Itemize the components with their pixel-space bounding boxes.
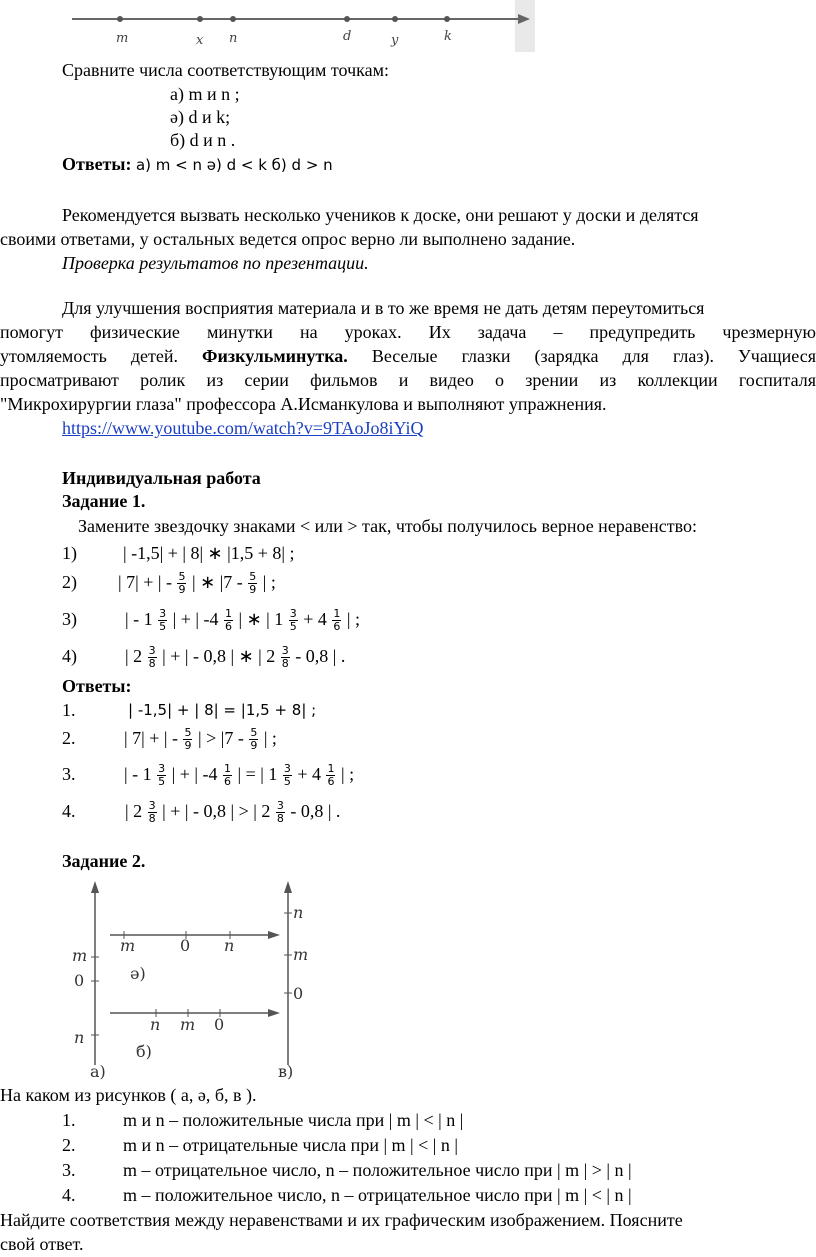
task1-row-1 [62,543,77,564]
fraction: $\frac{1}{6}$ [223,762,231,789]
label-m: m [116,31,129,46]
task2-item-3-number: 3. [62,1160,76,1180]
diag-label: m [293,945,309,964]
task1-answer-2-number: 2. [62,728,76,748]
task1-row-2-number: 2) [62,572,77,592]
fraction: $\frac{3}{5}$ [289,607,297,634]
fraction: $\frac{3}{8}$ [148,799,156,826]
task2-final-line-2: свой ответ. [0,1234,84,1254]
expr-part: | - 1 [124,764,152,784]
task2-title: Задание 2. [62,851,146,871]
compare-item-b: б) d и n . [170,130,236,150]
diag-label: m [72,946,88,965]
axis-a-arrow [91,881,99,893]
task2-item-1-number: 1. [62,1110,76,1130]
expr-part: | 2 [125,801,143,821]
task1-row-3-expr [125,599,360,639]
phys-line-2: помогут физические минутки на уроках. Их задача – предупредить чрезмерную [0,322,816,342]
expr-part: | 7| + | - [118,572,172,592]
number-line-figure [60,0,535,55]
diag-label: n [224,936,235,955]
phys-line-3a: утомляемость детей. [0,346,178,366]
task1-answer-4-number: 4. [62,801,76,821]
expr-part: | 2 [125,646,143,666]
expr-part: | ∗ |7 - [191,572,243,592]
point-x [197,16,203,22]
diag-label: б) [136,1042,152,1061]
fraction: $\frac{1}{6}$ [224,607,232,634]
diag-label: m [120,936,136,955]
expr-part: | - 1 [125,609,153,629]
expr-part: + 4 [303,609,327,629]
expr-part: + 4 [297,764,321,784]
label-d: d [343,29,352,44]
diag-label: n [74,1028,85,1047]
point-d [344,16,350,22]
axis-b-arrow [268,1009,280,1017]
expr-part: - 0,8 | . [290,801,341,821]
phys-line-5: "Микрохирургии глаза" профессора А.Исманкулова и выполняют упражнения. [0,394,607,414]
phys-line-1: Для улучшения восприятия материала и в то же время не дать детям переутомиться [62,298,705,318]
expr-part: | ∗ | 1 [238,609,284,629]
fraction: $\frac{1}{6}$ [327,762,335,789]
fraction: $\frac{3}{5}$ [159,607,167,634]
task1-title: Задание 1. [62,491,146,511]
diag-label: n [150,1015,161,1034]
task1-answer-1-number: 1. [62,700,76,720]
task2-diagram [60,875,320,1080]
diag-label: 0 [180,936,191,955]
task1-answer-4-expr [125,791,340,831]
expr-part: | ; [263,728,277,748]
diag-label: а) [90,1062,106,1080]
task1-answer-2-expr [124,718,277,758]
fraction: $\frac{5}{9}$ [178,570,186,597]
intro-answers [62,154,333,175]
fraction: $\frac{3}{5}$ [158,762,166,789]
compare-item-a: а) m и n ; [170,84,240,104]
individual-work-heading: Индивидуальная работа [62,468,261,488]
task1-answer-1-expr: | -1,5| + | 8| = |1,5 + 8| ; [128,701,317,719]
diag-label: 0 [293,984,304,1003]
diag-label: n [293,903,304,922]
task2-final-line-1: Найдите соответствия между неравенствами и их графическим изображением. Поясните [0,1210,683,1230]
expr-part: - 0,8 | . [295,646,346,666]
expr-part: | > |7 - [197,728,244,748]
expr-part: | ; [340,764,355,784]
diag-label: 0 [214,1015,225,1034]
label-k: k [444,29,452,44]
fraction: $\frac{3}{5}$ [283,762,291,789]
row-number: 1) [62,543,77,563]
check-text: Проверка результатов по презентации. [62,253,369,273]
phys-line-4: просматривают ролик из серии фильмов и видео о зрении из коллекции госпиталя [0,370,816,390]
label-y: y [391,33,399,48]
task2-question: На каком из рисунков ( а, ә, б, в ). [0,1085,257,1105]
label-n: n [229,31,238,46]
task2-item-2: m и n – отрицательные числа при | m | < | n | [123,1135,459,1155]
task1-answer-3-expr [124,754,354,794]
task1-instruction: Замените звездочку знаками < или > так, чтобы получилось верное неравенство: [78,516,698,536]
point-n [230,16,236,22]
expr-part: | + | - 0,8 | > | 2 [162,801,271,821]
youtube-link[interactable]: https://www.youtube.com/watch?v=9TAoJo8iYiQ [62,418,424,438]
expr-part: | + | -4 [172,609,219,629]
task1-answer-3-number: 3. [62,764,76,784]
task1-row-1-expr: | -1,5| + | 8| ∗ |1,5 + 8| ; [123,543,295,563]
fraction: $\frac{3}{8}$ [281,644,289,671]
diag-label: m [180,1015,196,1034]
expr-part: | ; [262,572,276,592]
point-m [117,16,123,22]
diag-label: 0 [74,971,85,990]
phys-line-3c: Веселые глазки (зарядка для глаз). Учащиеся [371,346,816,366]
fraction: $\frac{3}{8}$ [276,799,284,826]
recommend-line-2: своими ответами, у остальных ведется опрос верно ли выполнено задание. [0,229,576,249]
task2-item-4-number: 4. [62,1185,76,1205]
point-k [444,16,450,22]
task2-item-3: m – отрицательное число, n – положительное число при | m | > | n | [123,1160,632,1180]
task1-row-4-expr [125,636,345,676]
task2-item-2-number: 2. [62,1135,76,1155]
fraction: $\frac{5}{9}$ [250,726,258,753]
fraction: $\frac{5}{9}$ [184,726,192,753]
compare-item-ae: ә) d и k; [170,107,231,127]
expr-part: | = | 1 [237,764,278,784]
answers-label: Ответы: [62,154,132,174]
fraction: $\frac{5}{9}$ [249,570,257,597]
expr-part: | ; [346,609,361,629]
task1-row-2-expr [118,562,276,602]
recommend-line-1: Рекомендуется вызвать несколько учеников к доске, они решают у доски и делятся [62,205,699,225]
axis-ae-arrow [268,931,280,939]
diag-label: ә) [130,964,146,983]
expr-part: | + | - 0,8 | ∗ | 2 [162,646,276,666]
task1-row-3-number: 3) [62,609,77,629]
answers-text: а) m < n ә) d < k б) d > n [135,156,333,174]
axis-v-arrow [284,881,292,893]
phys-minute-label: Физкульминутка. [202,346,348,366]
compare-title: Сравните числа соответствующим точкам: [62,60,389,80]
diag-label: в) [278,1062,294,1080]
expr-part: | + | -4 [171,764,218,784]
task1-row-4-number: 4) [62,646,77,666]
label-x: x [196,33,204,48]
task2-item-4: m – положительное число, n – отрицательное число при | m | < | n | [123,1185,632,1205]
fraction: $\frac{3}{8}$ [148,644,156,671]
expr-part: | 7| + | - [124,728,178,748]
point-y [392,16,398,22]
fraction: $\frac{1}{6}$ [333,607,341,634]
phys-line-3 [0,346,816,367]
task2-item-1: m и n – положительные числа при | m | < | n | [123,1110,464,1130]
task1-answers-label: Ответы: [62,676,132,696]
